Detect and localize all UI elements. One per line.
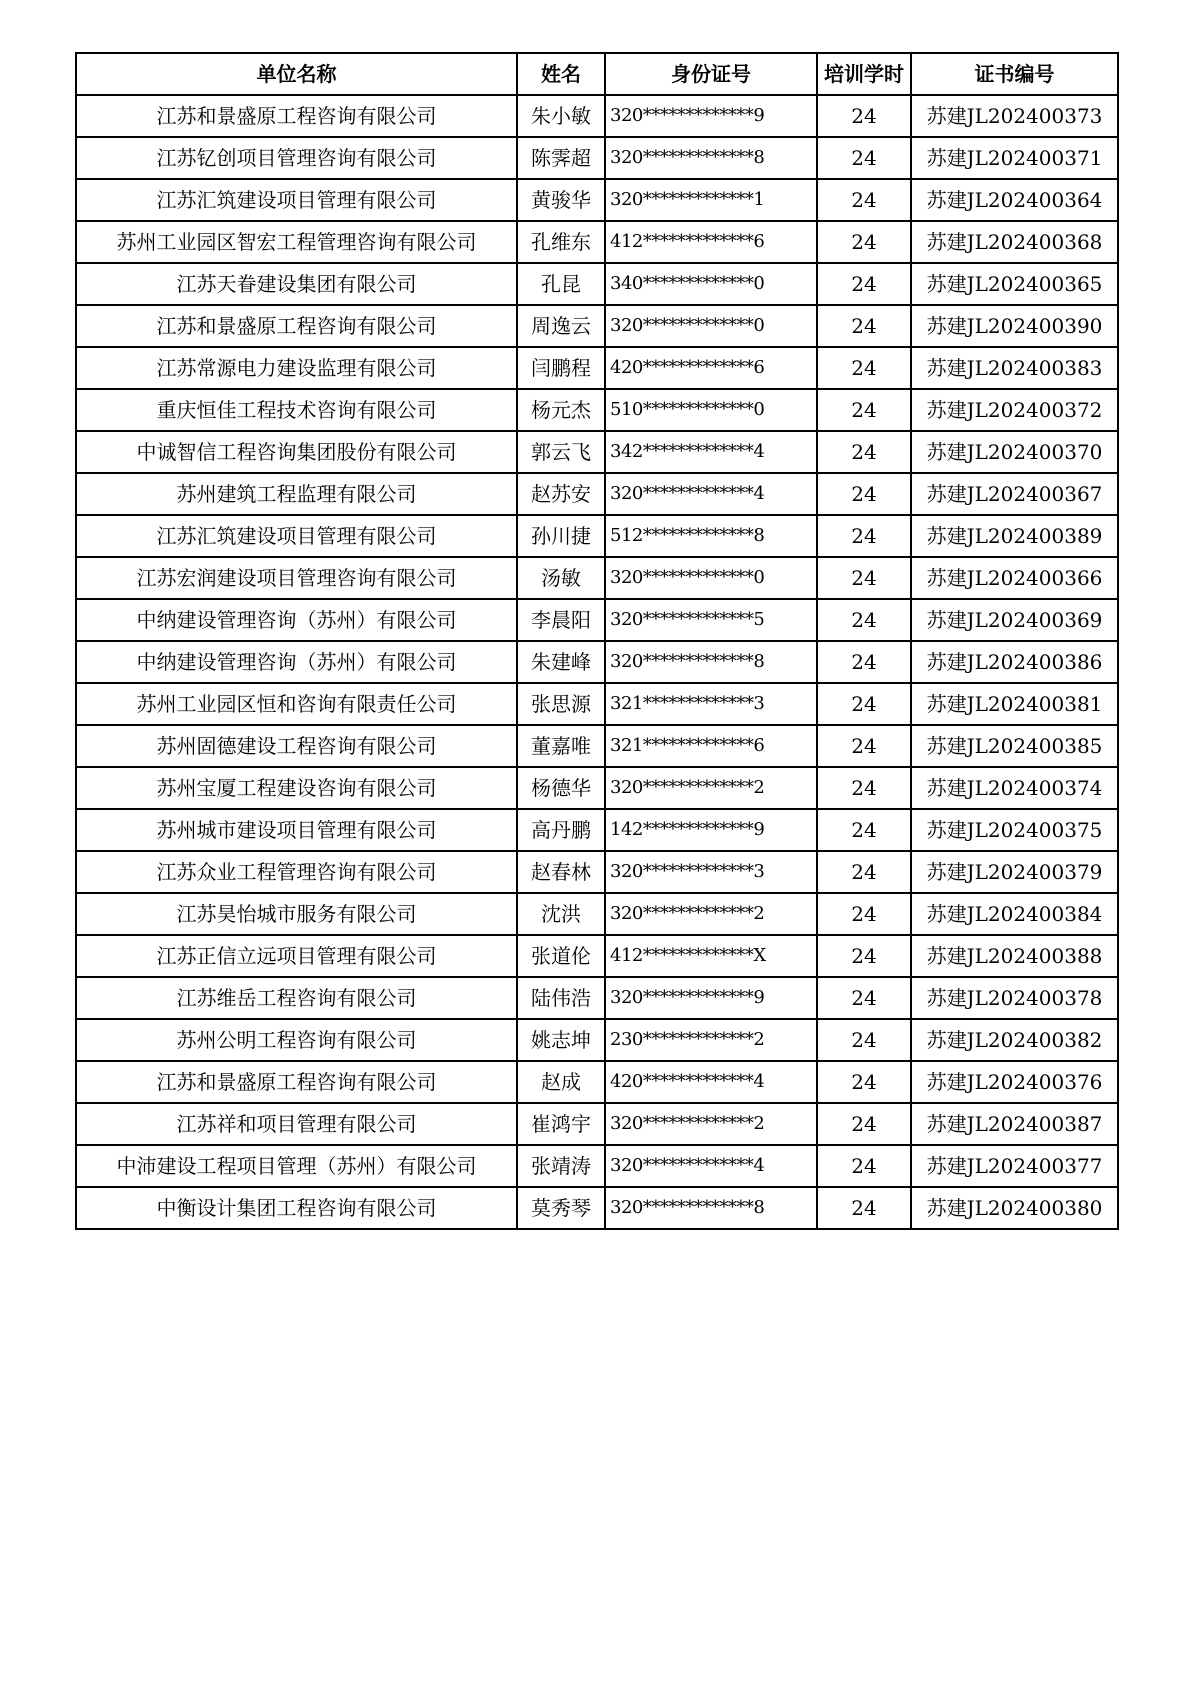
cell-name: 孔昆 [517,263,605,305]
cell-certificate-no: 苏建JL202400373 [911,95,1118,137]
cell-name: 孔维东 [517,221,605,263]
cell-certificate-no: 苏建JL202400389 [911,515,1118,557]
cell-id-number: 320*************8 [605,1187,817,1229]
cell-training-hours: 24 [817,431,911,473]
cell-certificate-no: 苏建JL202400382 [911,1019,1118,1061]
cell-name: 黄骏华 [517,179,605,221]
cell-id-number: 320*************8 [605,137,817,179]
cell-company: 江苏天眷建设集团有限公司 [76,263,517,305]
header-row [76,53,1118,95]
cell-name: 赵苏安 [517,473,605,515]
cell-training-hours: 24 [817,95,911,137]
cell-training-hours: 24 [817,725,911,767]
cell-name: 姚志坤 [517,1019,605,1061]
cell-training-hours: 24 [817,221,911,263]
cell-training-hours: 24 [817,935,911,977]
cell-company: 苏州工业园区智宏工程管理咨询有限公司 [76,221,517,263]
cell-company: 苏州建筑工程监理有限公司 [76,473,517,515]
table-row [76,1061,1118,1103]
cell-certificate-no: 苏建JL202400385 [911,725,1118,767]
cell-id-number: 320*************0 [605,305,817,347]
cell-training-hours: 24 [817,179,911,221]
cell-id-number: 320*************5 [605,599,817,641]
table-row [76,515,1118,557]
header-id-number: 身份证号 [605,53,817,95]
cell-name: 朱小敏 [517,95,605,137]
cell-name: 高丹鹏 [517,809,605,851]
table-row [76,1103,1118,1145]
cell-id-number: 412*************X [605,935,817,977]
cell-company: 中纳建设管理咨询（苏州）有限公司 [76,641,517,683]
table-row [76,599,1118,641]
cell-certificate-no: 苏建JL202400390 [911,305,1118,347]
cell-training-hours: 24 [817,515,911,557]
cell-certificate-no: 苏建JL202400387 [911,1103,1118,1145]
cell-company: 江苏钇创项目管理咨询有限公司 [76,137,517,179]
cell-training-hours: 24 [817,641,911,683]
cell-name: 张靖涛 [517,1145,605,1187]
cell-id-number: 320*************8 [605,641,817,683]
cell-name: 汤敏 [517,557,605,599]
table-row [76,557,1118,599]
cell-id-number: 142*************9 [605,809,817,851]
cell-certificate-no: 苏建JL202400386 [911,641,1118,683]
cell-name: 赵成 [517,1061,605,1103]
cell-training-hours: 24 [817,1103,911,1145]
cell-training-hours: 24 [817,977,911,1019]
cell-name: 杨德华 [517,767,605,809]
cell-certificate-no: 苏建JL202400376 [911,1061,1118,1103]
cell-company: 江苏众业工程管理咨询有限公司 [76,851,517,893]
cell-certificate-no: 苏建JL202400378 [911,977,1118,1019]
cell-name: 陈霁超 [517,137,605,179]
table-row [76,347,1118,389]
cell-certificate-no: 苏建JL202400388 [911,935,1118,977]
cell-id-number: 320*************9 [605,95,817,137]
cell-certificate-no: 苏建JL202400377 [911,1145,1118,1187]
cell-company: 江苏汇筑建设项目管理有限公司 [76,179,517,221]
cell-certificate-no: 苏建JL202400375 [911,809,1118,851]
table-row [76,851,1118,893]
table-row [76,809,1118,851]
table-row [76,977,1118,1019]
table-row [76,389,1118,431]
cell-id-number: 320*************2 [605,893,817,935]
cell-certificate-no: 苏建JL202400365 [911,263,1118,305]
table-row [76,95,1118,137]
table-row [76,641,1118,683]
cell-training-hours: 24 [817,263,911,305]
cell-company: 苏州工业园区恒和咨询有限责任公司 [76,683,517,725]
table-row [76,935,1118,977]
cell-id-number: 420*************4 [605,1061,817,1103]
header-company: 单位名称 [76,53,517,95]
cell-name: 赵春林 [517,851,605,893]
header-name: 姓名 [517,53,605,95]
cell-company: 江苏维岳工程咨询有限公司 [76,977,517,1019]
table-row [76,137,1118,179]
cell-name: 李晨阳 [517,599,605,641]
cell-training-hours: 24 [817,1145,911,1187]
table-row [76,221,1118,263]
cell-id-number: 320*************9 [605,977,817,1019]
table-row [76,179,1118,221]
cell-company: 江苏和景盛原工程咨询有限公司 [76,1061,517,1103]
cell-id-number: 320*************0 [605,557,817,599]
cell-id-number: 512*************8 [605,515,817,557]
cell-training-hours: 24 [817,1187,911,1229]
cell-name: 孙川捷 [517,515,605,557]
cell-training-hours: 24 [817,557,911,599]
cell-training-hours: 24 [817,599,911,641]
cell-company: 江苏昊怡城市服务有限公司 [76,893,517,935]
table-row [76,683,1118,725]
cell-certificate-no: 苏建JL202400369 [911,599,1118,641]
table-row [76,1019,1118,1061]
cell-company: 江苏祥和项目管理有限公司 [76,1103,517,1145]
cell-training-hours: 24 [817,809,911,851]
cell-id-number: 340*************0 [605,263,817,305]
cell-company: 中衡设计集团工程咨询有限公司 [76,1187,517,1229]
cell-name: 郭云飞 [517,431,605,473]
cell-name: 陆伟浩 [517,977,605,1019]
cell-name: 沈洪 [517,893,605,935]
cell-certificate-no: 苏建JL202400367 [911,473,1118,515]
cell-id-number: 320*************2 [605,1103,817,1145]
cell-name: 张思源 [517,683,605,725]
cell-id-number: 230*************2 [605,1019,817,1061]
cell-certificate-no: 苏建JL202400381 [911,683,1118,725]
table-body [76,95,1118,1229]
cell-id-number: 412*************6 [605,221,817,263]
cell-company: 江苏常源电力建设监理有限公司 [76,347,517,389]
cell-id-number: 320*************4 [605,473,817,515]
table-row [76,305,1118,347]
cell-certificate-no: 苏建JL202400372 [911,389,1118,431]
cell-company: 中纳建设管理咨询（苏州）有限公司 [76,599,517,641]
cell-company: 苏州城市建设项目管理有限公司 [76,809,517,851]
cell-id-number: 342*************4 [605,431,817,473]
cell-name: 董嘉唯 [517,725,605,767]
cell-id-number: 320*************2 [605,767,817,809]
cell-name: 朱建峰 [517,641,605,683]
table-row [76,725,1118,767]
cell-training-hours: 24 [817,473,911,515]
certificate-roster-sheet [75,52,1117,1230]
cell-training-hours: 24 [817,893,911,935]
cell-certificate-no: 苏建JL202400379 [911,851,1118,893]
cell-certificate-no: 苏建JL202400374 [911,767,1118,809]
header-training-hours: 培训学时 [817,53,911,95]
table-header [76,53,1118,95]
cell-company: 苏州固德建设工程咨询有限公司 [76,725,517,767]
cell-company: 江苏和景盛原工程咨询有限公司 [76,305,517,347]
cell-company: 苏州公明工程咨询有限公司 [76,1019,517,1061]
cell-certificate-no: 苏建JL202400366 [911,557,1118,599]
cell-name: 杨元杰 [517,389,605,431]
cell-company: 江苏汇筑建设项目管理有限公司 [76,515,517,557]
cell-training-hours: 24 [817,851,911,893]
cell-training-hours: 24 [817,767,911,809]
table-row [76,893,1118,935]
table-row [76,767,1118,809]
cell-name: 闫鹏程 [517,347,605,389]
cell-training-hours: 24 [817,137,911,179]
cell-certificate-no: 苏建JL202400370 [911,431,1118,473]
table-row [76,263,1118,305]
table-row [76,1187,1118,1229]
cell-company: 江苏和景盛原工程咨询有限公司 [76,95,517,137]
cell-training-hours: 24 [817,389,911,431]
cell-id-number: 320*************3 [605,851,817,893]
cell-certificate-no: 苏建JL202400384 [911,893,1118,935]
cell-company: 江苏宏润建设项目管理咨询有限公司 [76,557,517,599]
cell-id-number: 320*************4 [605,1145,817,1187]
header-certificate-no: 证书编号 [911,53,1118,95]
cell-certificate-no: 苏建JL202400380 [911,1187,1118,1229]
cell-company: 中沛建设工程项目管理（苏州）有限公司 [76,1145,517,1187]
table-row [76,1145,1118,1187]
cell-company: 中诚智信工程咨询集团股份有限公司 [76,431,517,473]
cell-name: 周逸云 [517,305,605,347]
cell-certificate-no: 苏建JL202400371 [911,137,1118,179]
table-row [76,473,1118,515]
cell-certificate-no: 苏建JL202400383 [911,347,1118,389]
table-row [76,431,1118,473]
cell-id-number: 420*************6 [605,347,817,389]
cell-id-number: 321*************6 [605,725,817,767]
certificate-roster-table [75,52,1119,1230]
cell-company: 江苏正信立远项目管理有限公司 [76,935,517,977]
cell-certificate-no: 苏建JL202400368 [911,221,1118,263]
cell-id-number: 510*************0 [605,389,817,431]
cell-name: 莫秀琴 [517,1187,605,1229]
cell-training-hours: 24 [817,347,911,389]
cell-training-hours: 24 [817,1061,911,1103]
cell-name: 张道伦 [517,935,605,977]
cell-company: 苏州宝厦工程建设咨询有限公司 [76,767,517,809]
cell-company: 重庆恒佳工程技术咨询有限公司 [76,389,517,431]
cell-name: 崔鸿宇 [517,1103,605,1145]
cell-id-number: 320*************1 [605,179,817,221]
cell-id-number: 321*************3 [605,683,817,725]
cell-training-hours: 24 [817,1019,911,1061]
cell-training-hours: 24 [817,683,911,725]
cell-certificate-no: 苏建JL202400364 [911,179,1118,221]
cell-training-hours: 24 [817,305,911,347]
